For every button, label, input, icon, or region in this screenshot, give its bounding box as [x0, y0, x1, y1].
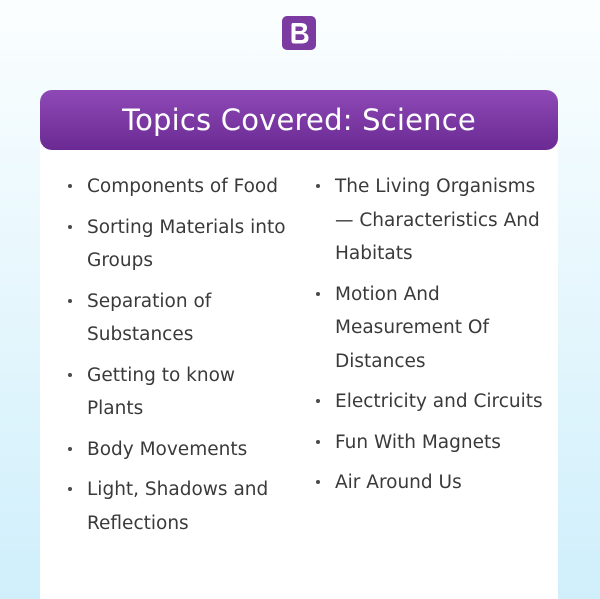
- bullet-icon: [68, 299, 72, 303]
- list-item: [66, 473, 294, 540]
- list-item: [314, 426, 554, 460]
- list-item: [66, 433, 294, 467]
- bullet-icon: [68, 447, 72, 451]
- list-item: [66, 359, 294, 426]
- topic-label: Electricity and Circuits: [335, 391, 543, 412]
- topic-label: Sorting Materials into Groups: [87, 216, 286, 271]
- topic-label: Motion And Measurement Of Distances: [335, 283, 489, 372]
- list-item: [314, 170, 554, 271]
- list-item: [66, 211, 294, 278]
- list-item: [314, 385, 554, 419]
- bullet-icon: [68, 184, 72, 188]
- bullet-icon: [68, 487, 72, 491]
- topics-card: [40, 90, 558, 599]
- list-item: [66, 285, 294, 352]
- topic-label: Body Movements: [87, 438, 248, 460]
- page-title: Topics Covered: Science: [122, 103, 476, 137]
- topic-label: Light, Shadows and Reflections: [87, 479, 269, 534]
- list-item: [314, 278, 554, 379]
- topics-list-right: [314, 170, 554, 507]
- list-item: [66, 170, 294, 204]
- topic-label: Components of Food: [87, 176, 278, 197]
- logo-b-icon: [282, 16, 316, 50]
- card-header: [40, 90, 558, 150]
- topic-label: Separation of Substances: [87, 290, 212, 345]
- bullet-icon: [316, 292, 320, 296]
- bullet-icon: [68, 225, 72, 229]
- bullet-icon: [68, 373, 72, 377]
- byjus-logo: [282, 16, 316, 50]
- list-item: [314, 466, 554, 500]
- topics-list-left: [66, 170, 294, 547]
- topic-label: Air Around Us: [335, 472, 462, 493]
- bullet-icon: [316, 440, 320, 444]
- topic-label: Fun With Magnets: [335, 431, 501, 453]
- topic-label: The Living Organisms — Characteristics And Habitats: [335, 176, 540, 264]
- topic-label: Getting to know Plants: [87, 364, 236, 419]
- bullet-icon: [316, 480, 320, 484]
- bullet-icon: [316, 184, 320, 188]
- bullet-icon: [316, 399, 320, 403]
